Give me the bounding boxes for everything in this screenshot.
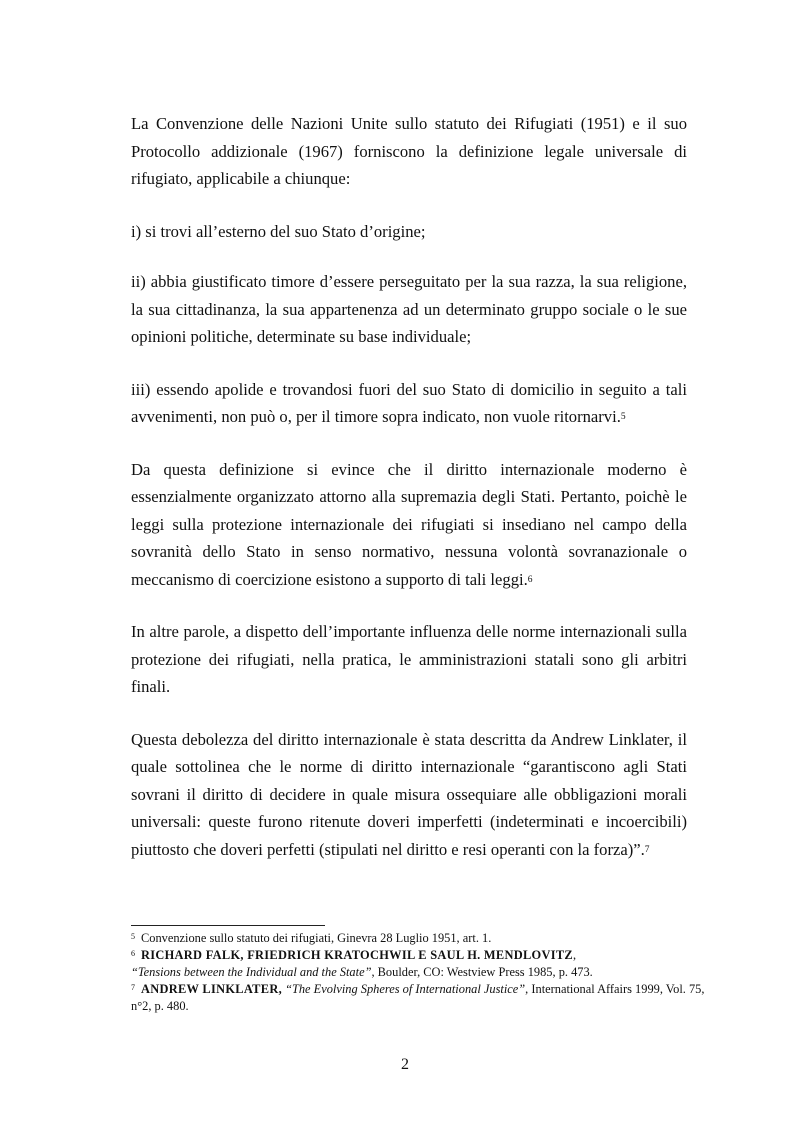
paragraph-text: Questa debolezza del diritto internazionale è stata descritta da Andrew Linklater, il quale sottolinea che le norme di diritto internazionale “garantiscono agli Stati sovrani il diritto di decidere in quale misura ossequiare alle obbligazioni morali universali: queste furono ritenute doveri imperfetti (indeterminati e incoercibili) piuttosto che doveri perfetti (stipulati nel diritto e resi operanti con la forza)”.	[131, 729, 687, 859]
body-text	[131, 110, 687, 888]
paragraph-criterion-i	[131, 218, 687, 246]
paragraph-criterion-ii	[131, 268, 687, 351]
footnote-text: Convenzione sullo statuto dei rifugiati, Ginevra 28 Luglio 1951, art. 1.	[141, 931, 492, 945]
footnote-number: 6	[131, 949, 135, 958]
footnote-6	[131, 947, 711, 981]
footnote-author: ANDREW LINKLATER,	[141, 982, 282, 996]
paragraph-administrations	[131, 618, 687, 701]
footnote-ref-6[interactable]: 6	[527, 574, 533, 585]
footnote-authors: RICHARD FALK, FRIEDRICH KRATOCHWIL E SAUL H. MENDLOVITZ	[141, 948, 573, 962]
paragraph-text: iii) essendo apolide e trovandosi fuori del suo Stato di domicilio in seguito a tali avvenimenti, non può o, per il timore sopra indicato, non vuole ritornarvi.	[131, 379, 687, 426]
footnote-details: , Boulder, CO: Westview Press 1985, p. 473.	[371, 965, 593, 979]
page-number: 2	[401, 1056, 409, 1073]
footnote-separator	[131, 925, 325, 926]
paragraph-definition-intro	[131, 110, 687, 193]
footnote-details: , International Affairs 1999, Vol. 75, n°2, p. 480.	[131, 982, 705, 1013]
footnotes	[131, 930, 711, 1015]
footnote-7	[131, 981, 711, 1015]
footnote-ref-7[interactable]: 7	[644, 844, 650, 855]
footnote-number: 5	[131, 932, 135, 941]
footnote-title: “The Evolving Spheres of International Justice”	[285, 982, 526, 996]
footnote-ref-5[interactable]: 5	[620, 412, 626, 422]
paragraph-text: ii) abbia giustificato timore d’essere perseguitato per la sua razza, la sua religione, la sua cittadinanza, la sua appartenenza ad un determinato gruppo sociale o le sue opinioni politiche, determinate su base individuale;	[131, 272, 687, 346]
paragraph-text: i) si trovi all’esterno del suo Stato d’origine;	[131, 221, 426, 241]
paragraph-linklater	[131, 726, 687, 864]
paragraph-text: Da questa definizione si evince che il diritto internazionale moderno è essenzialmente organizzato attorno alla supremazia degli Stati. Pertanto, poichè le leggi sulla protezione internazionale dei rifugiati si insediano nel campo della sovranità dello Stato in senso normativo, nessuna volontà sovranazionale o meccanismo di coercizione esistono a supporto di tali leggi.	[131, 459, 687, 589]
footnote-punct: ,	[572, 948, 577, 962]
paragraph-criterion-iii	[131, 376, 687, 431]
footnote-5	[131, 930, 711, 947]
footnote-title: “Tensions between the Individual and the State”	[131, 965, 372, 979]
footnote-number: 7	[131, 983, 135, 992]
paragraph-text: La Convenzione delle Nazioni Unite sullo statuto dei Rifugiati (1951) e il suo Protocollo addizionale (1967) forniscono la definizione legale universale di rifugiato, applicabile a chiunque:	[131, 114, 687, 188]
paragraph-text: In altre parole, a dispetto dell’importante influenza delle norme internazionali sulla protezione dei rifugiati, nella pratica, le amministrazioni statali sono gli arbitri finali.	[131, 622, 687, 696]
paragraph-sovereignty	[131, 456, 687, 594]
